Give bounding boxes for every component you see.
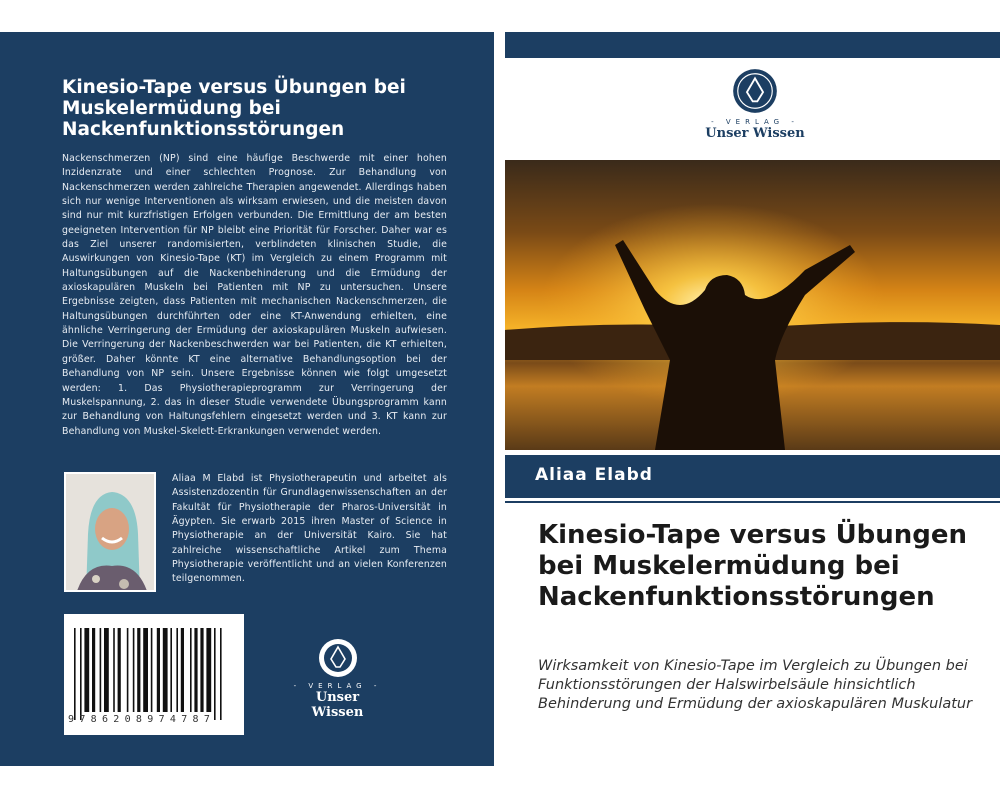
cover-photo xyxy=(505,160,1000,450)
subtitle: Wirksamkeit von Kinesio-Tape im Vergleich zu Übungen bei Funktionsstörungen der Halswirbelsäule hinsichtlich Behinderung und Ermüdung der axioskapulären Muskulatur xyxy=(538,658,973,712)
back-cover-title: Kinesio-Tape versus Übungen bei Muskelermüdung bei Nackenfunktionsstörungen xyxy=(62,77,406,140)
barcode-bar xyxy=(200,628,203,712)
author-bio: Aliaa M Elabd ist Physiotherapeutin und arbeitet als Assistenzdozentin für Grundlagenwissenschaften an der Fakultät für Physiotherapie der Pharos-Universität in Ägypten. Sie erwarb 2015 ihren Master of Science in Physiotherapie an der Universität Kairo. Sie hat zahlreiche wissenschaftliche Artikel zum Thema Physiotherapie veröffentlicht und an vielen Konferenzen teilgenommen. xyxy=(172,473,447,585)
blurb-text: Nackenschmerzen (NP) sind eine häufige Beschwerde mit einer hohen Inzidenzrate und einer schlechten Prognose. Zur Behandlung von Nackenschmerzen werden zahlreiche Therapien angewendet. Allerdings haben sich nur wenige Interventionen als wirksam erwiesen, und die meisten davon sind nur mit kurzfristigen Erfolgen verbunden. Die Ermittlung der am besten geeigneten Intervention für NP bleibt eine Priorität für Forscher. Daher war es das Ziel unserer randomisierten, verblindeten klinischen Studie, die Auswirkungen von Kinesio-Tape (KT) im Vergleich zu einem Programm mit Haltungsübungen auf die Nackenbehinderung und die Ermüdung der axioskapulären Muskeln bei Patienten mit NP zu untersuchen. Unsere Ergebnisse zeigten, dass Patienten mit mechanischen Nackenschmerzen, die Haltungsübungen durchführten oder eine KT-Anwendung erhielten, eine ähnliche Verringerung der Ermüdung der axioskapulären Muskeln aufwiesen. Die Verringerung der Nackenbeschwerden war bei Patienten, die KT erhielten, größer. Daher könnte KT eine alternative Behandlungsoption bei der Behandlung von NP sein. Unsere Ergebnisse können wie folgt umgesetzt werden: 1. Das Physiotherapieprogramm zur Verringerung der Muskelspannung, 2. das in dieser Studie verwendete Übungsprogramm kann zur Behandlung von Haltungsfehlern eingesetzt werden und 3. KT kann zur Behandlung von Muskel-Skelett-Erkrankungen verwendet werden. xyxy=(62,153,447,437)
barcode-bar xyxy=(104,628,109,712)
barcode-bar xyxy=(118,628,121,712)
barcode-bar xyxy=(170,628,172,712)
front-cover-title: Kinesio-Tape versus Übungen bei Muskelermüdung bei Nackenfunktionsstörungen xyxy=(538,520,968,612)
barcode-bar xyxy=(133,628,135,712)
barcode-bar xyxy=(206,628,211,712)
barcode-bar xyxy=(220,628,222,720)
barcode-bar xyxy=(163,628,168,712)
author-name: Aliaa Elabd xyxy=(535,465,653,485)
barcode-bar xyxy=(194,628,197,712)
barcode-bar xyxy=(137,628,140,712)
barcode-bar xyxy=(80,628,82,720)
barcode-bar xyxy=(100,628,102,712)
back-cover xyxy=(0,32,494,766)
barcode-bar xyxy=(214,628,216,720)
publisher-name: Unser Wissen xyxy=(705,126,805,141)
publisher-logo: - VERLAG - Unser Wissen xyxy=(290,638,385,720)
author-photo xyxy=(64,472,156,592)
pen-nib-icon xyxy=(318,638,358,678)
front-cover xyxy=(505,32,1000,766)
barcode xyxy=(64,614,244,735)
publisher-name: Unser Wissen xyxy=(311,690,364,720)
divider xyxy=(505,501,1000,503)
barcode-bar xyxy=(181,628,184,712)
barcode-bars xyxy=(74,628,236,720)
barcode-bar xyxy=(113,628,115,712)
barcode-bar xyxy=(127,628,129,712)
barcode-bar xyxy=(92,628,95,712)
barcode-bar xyxy=(143,628,148,712)
barcode-bar xyxy=(74,628,76,720)
publisher-logo: - VERLAG - Unser Wissen xyxy=(695,68,815,141)
barcode-bar xyxy=(157,628,160,712)
isbn-number: 9786208974787 xyxy=(68,714,216,725)
barcode-bar xyxy=(84,628,89,712)
top-bar xyxy=(505,32,1000,58)
author-bar xyxy=(505,455,1000,498)
pen-nib-icon xyxy=(732,68,778,114)
barcode-bar xyxy=(190,628,192,712)
barcode-bar xyxy=(176,628,178,712)
barcode-bar xyxy=(151,628,153,712)
